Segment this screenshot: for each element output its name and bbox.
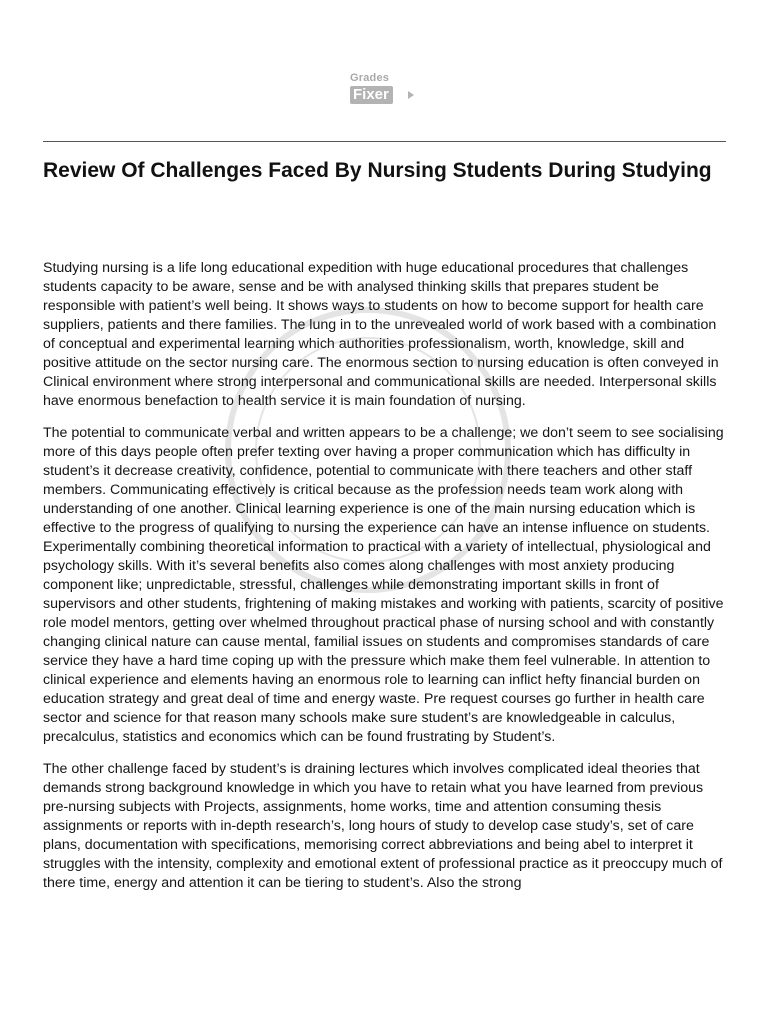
logo-arrow-icon <box>408 91 414 99</box>
paragraph-3: The other challenge faced by student’s is draining lectures which involves complicated ideal theories that demands strong background knowledge in which you have to retain what you have learned from previous pre-nursing subjects with Projects, assignments, home works, time and attention consuming thesis assignments or reports with in-depth research’s, long hours of study to develop case study’s, set of care plans, documentation with specifications, memorising correct abbreviations and being abel to interpret it struggles with the intensity, complexity and emotional extent of professional practice as it preoccupy much of there time, energy and attention it can be tiering to student’s. Also the strong <box>43 761 723 891</box>
paragraph-2: The potential to communicate verbal and written appears to be a challenge; we don’t seem to see socialising more of this days people often prefer texting over having a proper communication which has difficulty in student’s it decrease creativity, confidence, potential to communicate with there teachers and other staff members. Communicating effectively is critical because as the profession needs team work along with understanding of one another. Clinical learning experience is one of the main nursing education which is effective to the progress of qualifying to nursing the experience can have an intense influence on students. Experimentally combining theoretical information to practical with a variety of intellectual, physiological and psychology skills. With it’s several benefits also comes along challenges with most anxiety producing component like; unpredictable, stressful, challenges while demonstrating important skills in front of supervisors and other students, frightening of making mistakes and working with patients, scarcity of positive role model mentors, getting over whelmed throughout practical phase of nursing school and with constantly changing clinical nature can cause mental, familial issues on students and compromises standards of care service they have a hard time coping up with the pressure which make them feel vulnerable. In attention to clinical experience and elements having an enormous role to learning can inflict hefty financial burden on education strategy and great deal of time and energy waste. Pre request courses go further in health care sector and science for that reason many schools make sure student’s are knowledgeable in calculus, precalculus, statistics and economics which can be found frustrating by Student’s. <box>43 425 724 745</box>
paragraph-1: Studying nursing is a life long educational expedition with huge educational procedures that challenges students capacity to be aware, sense and be with analysed thinking skills that prepares student be responsible with patient’s well being. It shows ways to students on how to become support for health care suppliers, patients and there families. The lung in to the unrevealed world of work based with a combination of conceptual and experimental learning which authorities professionalism, worth, knowledge, skill and positive attitude on the sector nursing care. The enormous section to nursing education is often conveyed in Clinical environment where strong interpersonal and communicational skills are needed. Interpersonal skills have enormous benefaction to health service it is main foundation of nursing. <box>43 260 719 409</box>
header-divider <box>43 141 726 142</box>
logo-top-text: Grades <box>350 72 390 84</box>
logo-box-text: Fixer <box>350 86 393 104</box>
page-title: Review Of Challenges Faced By Nursing Students During Studying <box>43 159 712 182</box>
gradesfixer-logo <box>350 72 420 106</box>
document-body <box>43 259 726 906</box>
